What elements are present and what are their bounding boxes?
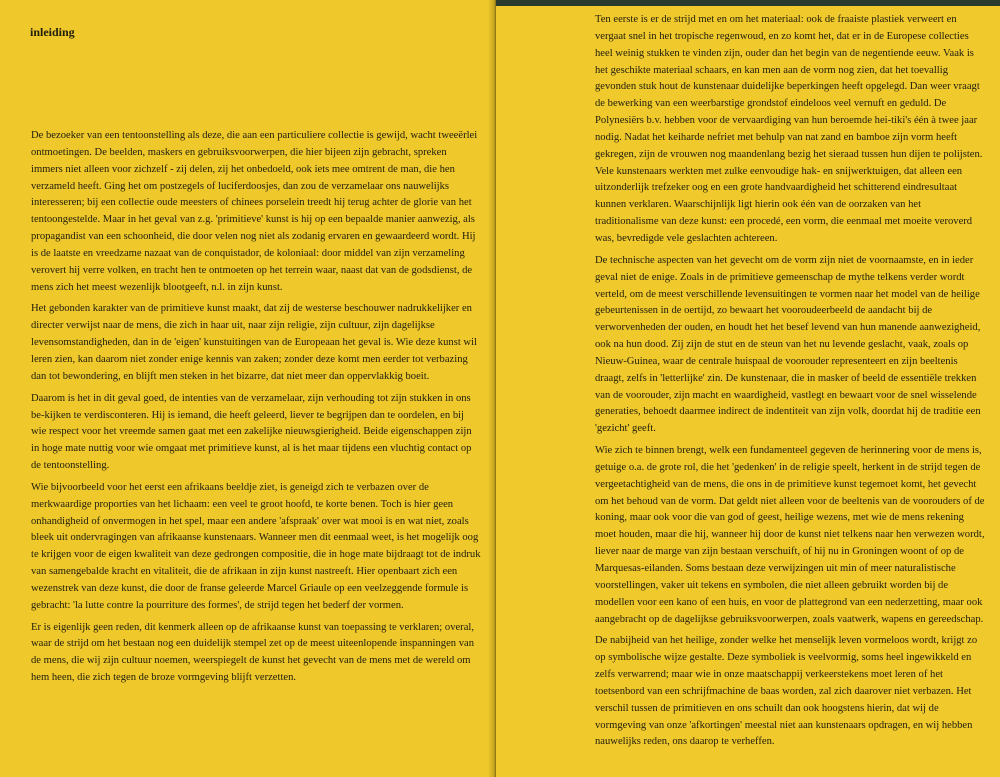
right-page: [496, 0, 1000, 777]
paragraph: Er is eigenlijk geen reden, dit kenmerk alleen op de afrikaanse kunst van toepassing te verklaren; overal, waar de strijd om het bestaan nog een duidelijk stempel zet op de meest uiteenlopende inspanningen van de mens, die wij zijn cultuur noemen, weerspiegelt de kunst het gevecht van de mens met de wereld om hem heen, die zich tegen de broze vormgeving blijft verzetten.: [31, 621, 475, 684]
paragraph: De technische aspecten van het gevecht om de vorm zijn niet de voornaamste, en in ieder geval niet de enige. Zoals in de primitieve gemeenschap de mythe telkens verder wordt verteld, om de meest verschillende levensuitingen te vormen naar het model van de heilige gebeurtenissen in de oertijd, zo bewaart het vooroudeerbeeld de aandacht bij de verworvenheden der ouden, en houdt het het besef levend van hun manende aanwezigheid, ook na hun dood. Zij zijn de stut en de steun van het nu levende geslacht, vaak, zoals op Nieuw-Guinea, waar de centrale huispaal de voorouder representeert en zijn beeltenis draagt, zelfs in 'letterlijke' zin. De kunstenaar, die in masker of beeld de essentiële trekken van de voorouder, zijn macht en waardigheid, vastlegt en bewaart voor de snel wisselende generaties, behoedt daarmee indirect de indentiteit van zijn volk, doordat hij de traditie een 'gezicht' geeft.: [595, 254, 981, 435]
cover-edge-strip: [496, 0, 1000, 6]
left-page: [0, 0, 494, 777]
paragraph: Ten eerste is er de strijd met en om het materiaal: ook de fraaiste plastiek verweert en vergaat snel in het tropische regenwoud, en zo komt het, dat er in de Europese collecties heel weinig stukken te vinden zijn, ouder dan het begin van de negentiende eeuw. Vaak is het geschikte materiaal schaars, en kan men aan de vorm nog zien, dat het toevallig gevonden stuk hout de kunstenaar duidelijke beperkingen heeft opgelegd. Dan weer vraagt de bewerking van een weerbarstige grondstof eindeloos veel vernuft en geduld. De Polynesiërs b.v. hebben voor de vervaardiging van hun beroemde hei-tiki's één à twee jaar nodig. Nadat het keiharde nefriet met behulp van nat zand en bamboe zijn vorm heeft gekregen, zijn de vrouwen nog maandenlang bezig het sieraad tussen hun dijen te polijsten. Vele kunstenaars werkten met zulke eenvoudige hak- en snijwerktuigen, dat alleen een uitzonderlijk trefzeker oog en een grote handvaardigheid het schitterend eindresultaat kunnen verklaren. Waarschijnlijk ligt hierin ook één van de oorzaken van het traditionalisme van deze kunst: een procedé, een vorm, die eenmaal met moeite veroverd was, bevredigde vele geslachten achtereen.: [595, 14, 983, 244]
paragraph: Daarom is het in dit geval goed, de intenties van de verzamelaar, zijn verhouding tot zijn stukken in ons be-kijken te verdisconteren. Hij is iemand, die heeft geleerd, liever te begrijpen dan te oordelen, en bij wie respect voor het vreemde samen gaat met een zakelijke nieuwsgierigheid. Beide eigenschappen zijn in hoge mate nuttig voor wie omgaat met primitieve kunst, al is het maar tijdens een vluchtig contact op de tentoonstelling.: [31, 392, 472, 472]
left-text-column: [31, 128, 481, 692]
paragraph: Wie bijvoorbeeld voor het eerst een afrikaans beeldje ziet, is geneigd zich te verbazen over de merkwaardige proporties van het lichaam: een veel te groot hoofd, te korte benen. Toch is hier geen onhandigheid of onvermogen in het spel, maar een andere 'afspraak' over wat mooi is en wat niet, zoals bleek uit ondervragingen van afrikaanse kunstenaars. Wanneer men dit eenmaal weet, is het mogelijk oog te krijgen voor de eigen kwaliteit van deze gedrongen compositie, die in hoge mate bijdraagt tot de indruk van samengebalde kracht en vitaliteit, die de afrikaan in zijn kunst nastreeft. Hier openbaart zich een wezenstrek van deze kunst, die door de franse geleerde Marcel Griaule op een veelzeggende formule is gebracht: 'la lutte contre la pourriture des formes', de strijd tegen het bederf der vormen.: [31, 481, 481, 611]
right-text-column: [595, 12, 985, 756]
paragraph: Het gebonden karakter van de primitieve kunst maakt, dat zij de westerse beschouwer nadrukkelijker en directer verwijst naar de mens, die zich in haar uit, naar zijn religie, zijn cultuur, zijn dagelijkse levensomstandigheden, dan in de 'eigen' kunstuitingen van de Europeaan het geval is. Wie deze kunst wil leren zien, kan daarom niet zonder enige kennis van zaken; zonder deze komt men eerder tot verbazing dan tot bewondering, en blijft men steken in het bizarre, dat niet meer dan oppervlakkig boeit.: [31, 303, 477, 382]
paragraph: De nabijheid van het heilige, zonder welke het menselijk leven vormeloos wordt, krijgt zo op symbolische wijze gestalte. Deze symboliek is veelvormig, soms heel ingewikkeld en zelfs verwarrend; maar wie in onze maatschappij verkeerstekens moet leren of het toetsenbord van een schrijfmachine de baas worden, zal zich daarover niet verbazen. Het verschil tussen de primitieven en ons schuilt dan ook hoogstens hierin, dat wij de vormgeving van onze 'afkortingen' meestal niet aan kunstenaars opdragen, en wij hebben nauwelijks reden, ons daarop te verheffen.: [595, 635, 978, 748]
paragraph: De bezoeker van een tentoonstelling als deze, die aan een particuliere collectie is gewijd, wacht tweeërlei ontmoetingen. De beelden, maskers en gebruiksvoorwerpen, die hier bijeen zijn gebracht, spreken immers niet alleen voor zichzelf - zij delen, zij het onbedoeld, ook iets mee omtrent de man, die hen verzameld heeft. Ging het om postzegels of luciferdoosjes, dan zou de verzamelaar ons nauwelijks interesseren; bij een collectie oude meesters of chinees porselein treedt hij terug achter de glorie van het tentoongestelde. Maar in het geval van z.g. 'primitieve' kunst is hij op een bepaalde manier aanwezig, als propagandist van een schoonheid, die door velen nog niet als zodanig ervaren en gewaardeerd wordt. Hij is de laatste en vreedzame nazaat van de conquistador, de koloniaal: door middel van zijn verzameling verovert hij verre volken, en tracht hen te ontmoeten op het terrein waar, naast dat van de godsdienst, de mens zich het meest wezenlijk blootgeeft, n.l. in zijn kunst.: [31, 130, 478, 293]
section-heading: inleiding: [30, 25, 75, 39]
paragraph: Wie zich te binnen brengt, welk een fundamenteel gegeven de herinnering voor de mens is, getuige o.a. de grote rol, die het 'gedenken' in de religie speelt, herkent in de strijd tegen de vergeetachtigheid van de mens, die ons in de primitieve kunst tegemoet komt, het gevecht om het behoud van de vorm. Dat geldt niet alleen voor de beeltenis van de voorouders of de koning, maar ook voor die van god of geest, heilige wezens, met wie de mens rekening moet houden, maar die hij, wanneer hij door de kunst niet telkens naar hen verwezen wordt, liever naar de marge van zijn bestaan verschuift, of hij nu in Groningen woont of op de Marquesas-eilanden. Soms bestaan deze verwijzingen uit min of meer naturalistische voorstellingen, vaker uit tekens en symbolen, die niet alleen gebruikt worden bij de modellen voor een kano of een huis, en voor de plattegrond van een nederzetting, maar ook aangebracht op de dagelijkse gebruiksvoorwerpen, zoals vaatwerk, wapens en gereedschap.: [595, 445, 985, 625]
